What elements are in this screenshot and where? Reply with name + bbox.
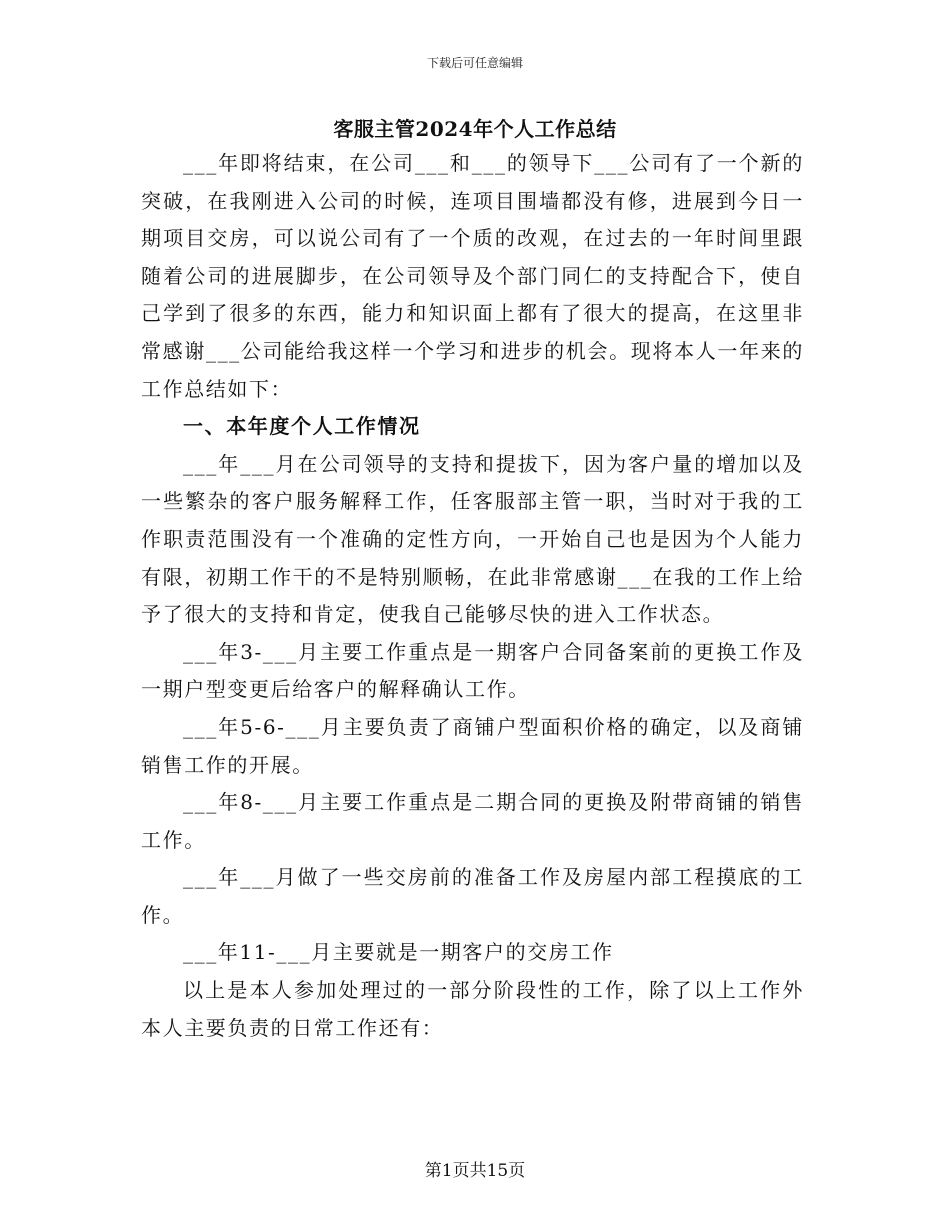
paragraph: ___年___月在公司领导的支持和提拔下，因为客户量的增加以及一些繁杂的客户服务解释工作，任客服部主管一职，当时对于我的工作职责范围没有一个准确的定性方向，一开始自己也是因为个人能力有限，初期工作干的不是特别顺畅，在此非常感谢___在我的工作上给予了很大的支持和肯定，使我自己能够尽快的进入工作状态。 bbox=[141, 451, 804, 627]
document-body bbox=[141, 145, 804, 1047]
paragraph: ___年11-___月主要就是一期客户的交房工作 bbox=[183, 940, 614, 965]
paragraph: 以上是本人参加处理过的一部分阶段性的工作，除了以上工作外本人主要负责的日常工作还有： bbox=[141, 978, 804, 1040]
paragraph: ___年8-___月主要工作重点是二期合同的更换及附带商铺的销售工作。 bbox=[141, 790, 804, 852]
page-indicator: 第1页共15页 bbox=[424, 1161, 526, 1181]
paragraph: ___年___月做了一些交房前的准备工作及房屋内部工程摸底的工作。 bbox=[141, 865, 804, 927]
paragraph-intro: ___年即将结束，在公司___和___的领导下___公司有了一个新的突破，在我刚进入公司的时候，连项目围墙都没有修，进展到今日一期项目交房，可以说公司有了一个质的改观，在过去的一年时间里跟随着公司的进展脚步，在公司领导及个部门同仁的支持配合下，使自己学到了很多的东西，能力和知识面上都有了很大的提高，在这里非常感谢___公司能给我这样一个学习和进步的机会。现将本人一年来的工作总结如下： bbox=[141, 151, 804, 401]
header-note: 下载后可任意编辑 bbox=[426, 56, 523, 70]
document-title: 客服主管2024年个人工作总结 bbox=[333, 117, 617, 141]
paragraph: ___年3-___月主要工作重点是一期客户合同备案前的更换工作及一期户型变更后给客户的解释确认工作。 bbox=[141, 639, 804, 702]
paragraph: ___年5-6-___月主要负责了商铺户型面积价格的确定，以及商铺销售工作的开展。 bbox=[141, 714, 804, 777]
section-heading: 一、本年度个人工作情况 bbox=[183, 414, 421, 439]
